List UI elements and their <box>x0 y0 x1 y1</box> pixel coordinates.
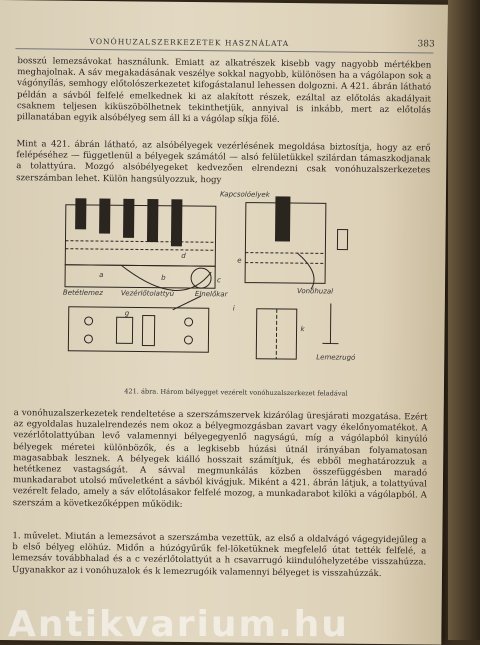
paragraph-4: 1. művelet. Miután a lemezsávot a szerszámba vezettük, az első a oldalvágó vágegyidejűleg a b első bélyeg elöhúz. Midőn a húzógyűrűk fel-löketüknek megfelelő útat tették felfelé, a lemezsáv továbbhalad és a c vezérlőtolattyút a h csavarrugó kiindulóhelyzetébe visszahúzza. Ugyanakkor az i vonóhuzalok és k lemezrugóik valamennyi bélyeget is visszahúzzák. <box>11 531 427 579</box>
paragraph-3: a vonóhuzalszerkezetek rendeltetése a szerszámszervek kizárólag üresjárati mozgatása. Ezért az egyoldalas huzalelrendezés nem okoz a bélyegmozgásban zavart vagy ékelőnyomatékot. A vezérlőtolattyúban levő valamennyi bélyegegyenlő nagyságú, míg a vágólapból kinyúló bélyegek méretei különbözők, és a legkisebb húzási útnál irányában folyamatosan magasabbak lesznek. A bélyegek kiálló hosszait számítjuk, és ebből meghatározzuk a hetétkenez vastagságát. A sávval megmunkálás közben összefüggésben maradó munkadarabot utolsó műveletként a sávból kivágjuk. Miként a 421. ábrán látjuk, a tolattyúval vezérelt felado, amely a sáv előtolásakor felfelé mozog, a munkadarabot kilöki a vágólapból. A szerszám a következőképpen működik: <box>12 408 428 510</box>
header-rule <box>15 48 433 53</box>
label-lemezrugo: Lemezrugó <box>316 353 356 362</box>
upper-die-block <box>65 205 216 267</box>
label-elnelokar: Elnelőkar <box>194 290 228 299</box>
label-b: b <box>161 273 166 282</box>
book-edge <box>448 0 480 640</box>
label-a: a <box>99 271 104 280</box>
page-number: 383 <box>417 39 435 50</box>
plan-view <box>68 307 208 352</box>
label-d: d <box>181 251 186 260</box>
paragraph-1: bosszú lemezsávokat használunk. Emiatt az alkatrészek kisebb vagy nagyobb mértékben meghajolnak. A sáv megakadásának veszélye sokkal nagyobb, különösen ha a vágólapon sok a vágónyílás, semhogy előtolószerkezetet kifogástalanul lehessen dolgozni. A 421. ábrán látható példán a sávból felfelé emelkednek ki az alakított részek, ezáltal az előtolás akadályait csaknem teljesen kiküszöbölhetnek tekinthetjük, annyival is inkább, mert az előtolás pillanatában egyik alsóbélyeg sem áll ki a vágólap síkja fölé. <box>16 56 432 125</box>
figure-caption: 421. ábra. Három bélyegget vezérelt vonóhuzalszerkezet feladával <box>124 387 348 398</box>
label-vonohuzal: Vonóhuzal <box>296 287 334 296</box>
label-k: k <box>300 325 305 334</box>
label-c: c <box>217 276 221 285</box>
running-title: VONÓHUZALSZERKEZETEK HASZNÁLATA <box>89 36 290 49</box>
label-kapcsolo: Kapcsolóelyek <box>219 190 270 199</box>
watermark: Antikvarium.hu <box>8 604 349 645</box>
label-i: i <box>232 304 235 313</box>
label-betetlemez: Betétlemez <box>62 288 103 298</box>
label-g: g <box>124 309 130 318</box>
label-e: e <box>237 256 242 265</box>
technical-drawing <box>60 191 382 374</box>
paragraph-2: Mint a 421. ábrán látható, az alsóbélyegek vezérlésének megoldása biztosítja, hogy az erő felépéséhez — függetlenül a bélyegek számától — alsó felületükkel szilárdan támaszkodjanak a tolattyúra. Mozgó alsóbélyegeket kedvezően elrendezni csak vonóhuzalszerkezetes szerszámban lehet. Külön hangsúlyozzuk, hogy <box>16 139 431 185</box>
label-vezerlo: Vezérlőtolattyú <box>120 289 175 298</box>
